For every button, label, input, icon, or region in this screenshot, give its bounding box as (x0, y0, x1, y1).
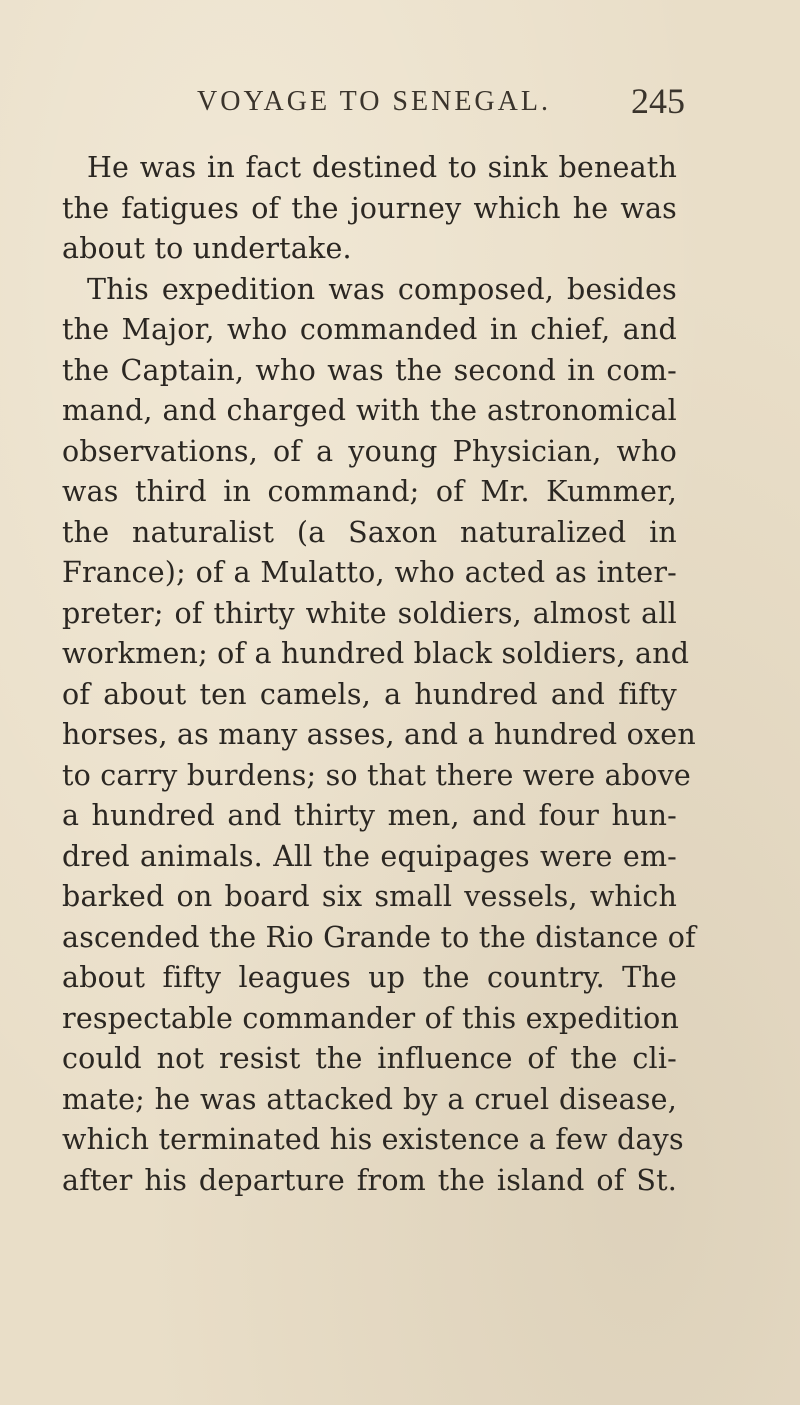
text-line: to carry burdens; so that there were above (62, 758, 691, 792)
text-line: France); of a Mulatto, who acted as inter- (62, 556, 677, 589)
text-line: was third in command; of Mr. Kummer, (62, 475, 677, 508)
text-line: respectable commander of this expedition (62, 1001, 680, 1035)
text-line: observations, of a young Physician, who (62, 434, 677, 468)
page-number: 245 (631, 81, 685, 121)
text-line: mate; he was attacked by a cruel disease, (62, 1082, 677, 1116)
text-line: about fifty leagues up the country. The (62, 961, 677, 994)
text-line: after his departure from the island of St. (62, 1163, 677, 1197)
text-line: preter; of thirty white soldiers, almost all (62, 596, 677, 630)
text-line: the Major, who commanded in chief, and (62, 313, 677, 346)
text-line: workmen; of a hundred black soldiers, and (62, 637, 690, 670)
running-head: VOYAGE TO SENEGAL. (197, 86, 551, 117)
text-line: could not resist the influence of the cli- (62, 1042, 677, 1075)
text-line: of about ten camels, a hundred and fifty (62, 677, 677, 711)
text-line: a hundred and thirty men, and four hun- (62, 799, 677, 832)
text-line: barked on board six small vessels, which (62, 880, 677, 913)
text-line: which terminated his existence a few days (62, 1123, 684, 1156)
text-line: horses, as many asses, and a hundred oxen (62, 718, 696, 751)
text-line: the fatigues of the journey which he was (62, 191, 677, 225)
text-line: the naturalist (a Saxon naturalized in (62, 515, 677, 549)
text-line: This expedition was composed, besides (87, 272, 677, 306)
text-line: the Captain, who was the second in com- (62, 353, 677, 387)
text-line: mand, and charged with the astronomical (62, 394, 677, 427)
text-line: about to undertake. (62, 232, 352, 265)
page-header (0, 80, 800, 124)
text-line: He was in fact destined to sink beneath (87, 151, 677, 184)
text-line: ascended the Rio Grande to the distance of (62, 920, 696, 954)
text-line: dred animals. All the equipages were em- (62, 839, 677, 873)
body-text (62, 148, 696, 1201)
